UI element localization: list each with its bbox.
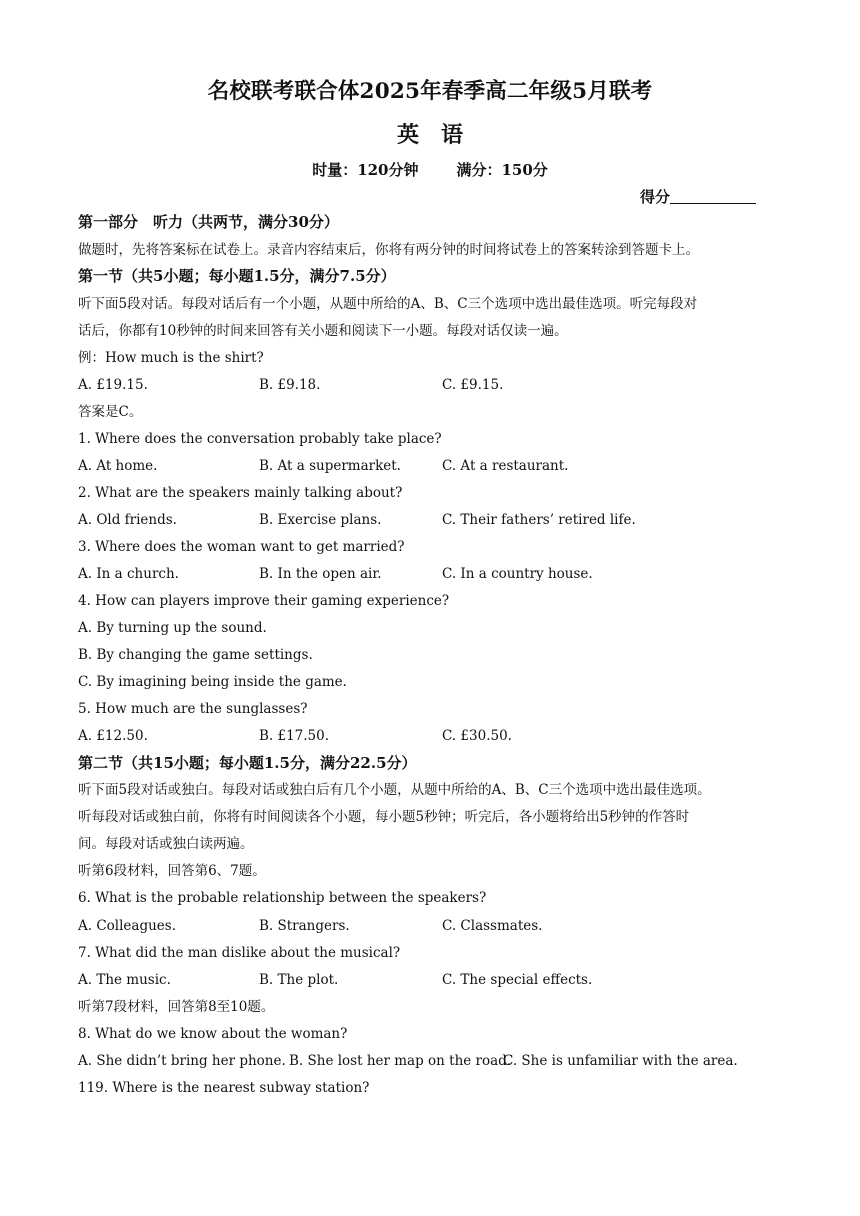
q2-option-a: A. Old friends. bbox=[78, 512, 177, 528]
question-1: 1. Where does the conversation probably take place? bbox=[78, 431, 442, 447]
q1-option-b: B. At a supermarket. bbox=[259, 458, 401, 474]
q8-option-b: B. She lost her map on the road. bbox=[289, 1053, 512, 1069]
time-limit: 时量：120分钟 bbox=[312, 161, 419, 179]
section1-instruction-1: 听下面5段对话。每段对话后有一个小题，从题中所给的A、B、C三个选项中选出最佳选项。听完每段对 bbox=[78, 296, 698, 312]
q2-option-c: C. Their fathers’ retired life. bbox=[442, 512, 636, 528]
q6-option-c: C. Classmates. bbox=[442, 918, 543, 934]
score-label: 得分 bbox=[640, 188, 671, 206]
q7-option-a: A. The music. bbox=[78, 972, 171, 988]
q5-option-c: C. £30.50. bbox=[442, 728, 512, 744]
part1-heading: 第一部分 听力（共两节，满分30分） bbox=[78, 213, 339, 231]
part1-instruction: 做题时，先将答案标在试卷上。录音内容结束后，你将有两分钟的时间将试卷上的答案转涂到答题卡上。 bbox=[78, 242, 699, 258]
question-2: 2. What are the speakers mainly talking about? bbox=[78, 485, 403, 501]
question-4: 4. How can players improve their gaming experience? bbox=[78, 593, 450, 609]
q3-option-a: A. In a church. bbox=[78, 566, 179, 582]
score-blank bbox=[670, 188, 756, 204]
q5-option-b: B. £17.50. bbox=[259, 728, 330, 744]
example-option-a: A. £19.15. bbox=[78, 377, 148, 393]
q8-option-a: A. She didn’t bring her phone. bbox=[78, 1053, 286, 1069]
example-option-b: B. £9.18. bbox=[259, 377, 321, 393]
section2-instruction-3: 间。每段对话或独白读两遍。 bbox=[78, 836, 254, 852]
q8-option-c: C. She is unfamiliar with the area. bbox=[503, 1053, 738, 1069]
q3-option-c: C. In a country house. bbox=[442, 566, 593, 582]
section2-instruction-2: 听每段对话或独白前，你将有时间阅读各个小题，每小题5秒钟；听完后，各小题将给出5秒钟的作答时 bbox=[78, 809, 690, 825]
question-9: 119. Where is the nearest subway station? bbox=[78, 1080, 370, 1096]
q4-option-a: A. By turning up the sound. bbox=[78, 620, 267, 636]
question-5: 5. How much are the sunglasses? bbox=[78, 701, 308, 717]
q2-option-b: B. Exercise plans. bbox=[259, 512, 382, 528]
q1-option-c: C. At a restaurant. bbox=[442, 458, 569, 474]
material-6-note: 听第6段材料，回答第6、7题。 bbox=[78, 863, 266, 879]
q1-option-a: A. At home. bbox=[78, 458, 158, 474]
q6-option-a: A. Colleagues. bbox=[78, 918, 177, 934]
q5-option-a: A. £12.50. bbox=[78, 728, 148, 744]
exam-meta bbox=[0, 159, 860, 180]
question-8: 8. What do we know about the woman? bbox=[78, 1026, 348, 1042]
exam-title: 名校联考联合体2025年春季高二年级5月联考 bbox=[207, 79, 653, 104]
question-7: 7. What did the man dislike about the musical? bbox=[78, 945, 401, 961]
q4-option-b: B. By changing the game settings. bbox=[78, 647, 313, 663]
section1-instruction-2: 话后，你都有10秒钟的时间来回答有关小题和阅读下一小题。每段对话仅读一遍。 bbox=[78, 323, 568, 339]
question-6: 6. What is the probable relationship between the speakers? bbox=[78, 890, 487, 906]
q3-option-b: B. In the open air. bbox=[259, 566, 382, 582]
section1-heading: 第一节（共5小题；每小题1.5分，满分7.5分） bbox=[78, 267, 396, 285]
subject-title: 英语 bbox=[396, 122, 485, 148]
q4-option-c: C. By imagining being inside the game. bbox=[78, 674, 347, 690]
q6-option-b: B. Strangers. bbox=[259, 918, 350, 934]
score-field bbox=[640, 186, 756, 207]
full-score: 满分：150分 bbox=[456, 161, 548, 179]
example-answer: 答案是C。 bbox=[78, 404, 143, 420]
section2-heading: 第二节（共15小题；每小题1.5分，满分22.5分） bbox=[78, 754, 417, 772]
example-question: 例：How much is the shirt? bbox=[78, 350, 264, 366]
section2-instruction-1: 听下面5段对话或独白。每段对话或独白后有几个小题，从题中所给的A、B、C三个选项中选出最佳选项。 bbox=[78, 782, 711, 798]
q7-option-c: C. The special effects. bbox=[442, 972, 593, 988]
example-option-c: C. £9.15. bbox=[442, 377, 504, 393]
material-7-note: 听第7段材料，回答第8至10题。 bbox=[78, 999, 275, 1015]
q7-option-b: B. The plot. bbox=[259, 972, 339, 988]
question-3: 3. Where does the woman want to get married? bbox=[78, 539, 405, 555]
